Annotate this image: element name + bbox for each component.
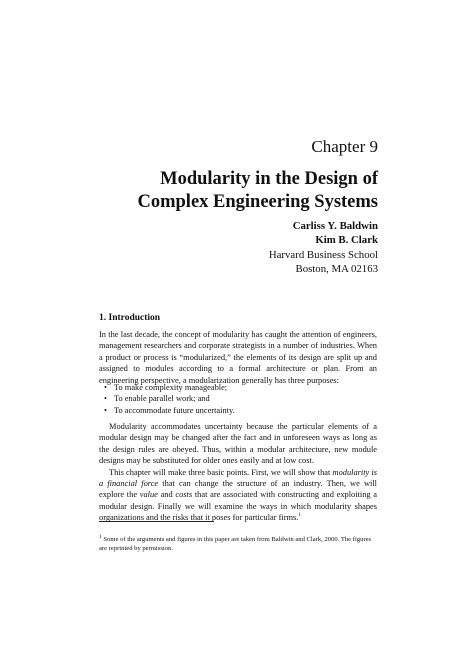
author-name-1: Carliss Y. Baldwin [292,220,378,232]
footnote [99,535,379,553]
author-location: Boston, MA 02163 [295,262,378,275]
bullet-icon: • [104,383,107,392]
footnote-marker: 1 [99,533,102,540]
footnote-reference[interactable]: 1 [298,512,302,519]
footnote-text: Some of the arguments and figures in this paper are taken from Baldwin and Clark, 2000. The figures are reprinted by permission. [99,536,372,553]
uncertainty-paragraph: Modularity accommodates uncertainty because the particular elements of a modular design may be changed after the fact and in unforeseen ways as long as the design rules are obeyed. Thus, within a modular architecture, new module designs may be substituted for older ones easily and at low cost. [99,422,377,466]
author-block [269,219,378,276]
list-item-text: To enable parallel work; and [114,394,210,404]
intro-paragraph: In the last decade, the concept of modularity has caught the attention of engineers, management researchers and corporate strategists in a number of industries. When a product or process is “modularized,” the elements of its design are split up and assigned to modules according to a formal architecture or plan. From an engineering perspective, a modularization generally has three purposes: [99,330,377,385]
purpose-list [104,382,364,416]
points-paragraph [99,467,377,524]
emphasis-costs: costs [175,490,193,500]
chapter-title [138,168,379,214]
list-item-text: To make complexity manageable; [114,383,228,392]
list-item [104,393,364,404]
emphasis-value: value [139,490,158,500]
author-affiliation: Harvard Business School [268,248,378,261]
list-item-text: To accommodate future uncertainty. [114,405,235,415]
text-run: that are associated with constructing and exploiting a modular design. Finally we will examine the ways in which modularity shapes organizations and the risks that it poses for particular firms. [99,490,377,523]
author-name-2: Kim B. Clark [315,234,378,247]
bullet-icon: • [104,394,107,404]
list-item [104,405,364,416]
body-text [99,421,377,524]
title-line-2: Complex Engineering Systems [137,192,378,212]
bullet-icon: • [104,405,107,415]
list-item [104,382,364,393]
chapter-label: Chapter 9 [311,137,378,156]
footnote-divider [99,521,214,522]
title-line-1: Modularity in the Design of [160,169,378,189]
section-heading: 1. Introduction [99,313,161,323]
text-run: and [157,490,176,500]
text-run: This chapter will make three basic points. First, we will show that [109,467,333,477]
text-run: that can change the structure of an industry. Then, we will explore the [99,479,377,500]
emphasis-financial-force: modularity is a financial force [99,467,378,489]
